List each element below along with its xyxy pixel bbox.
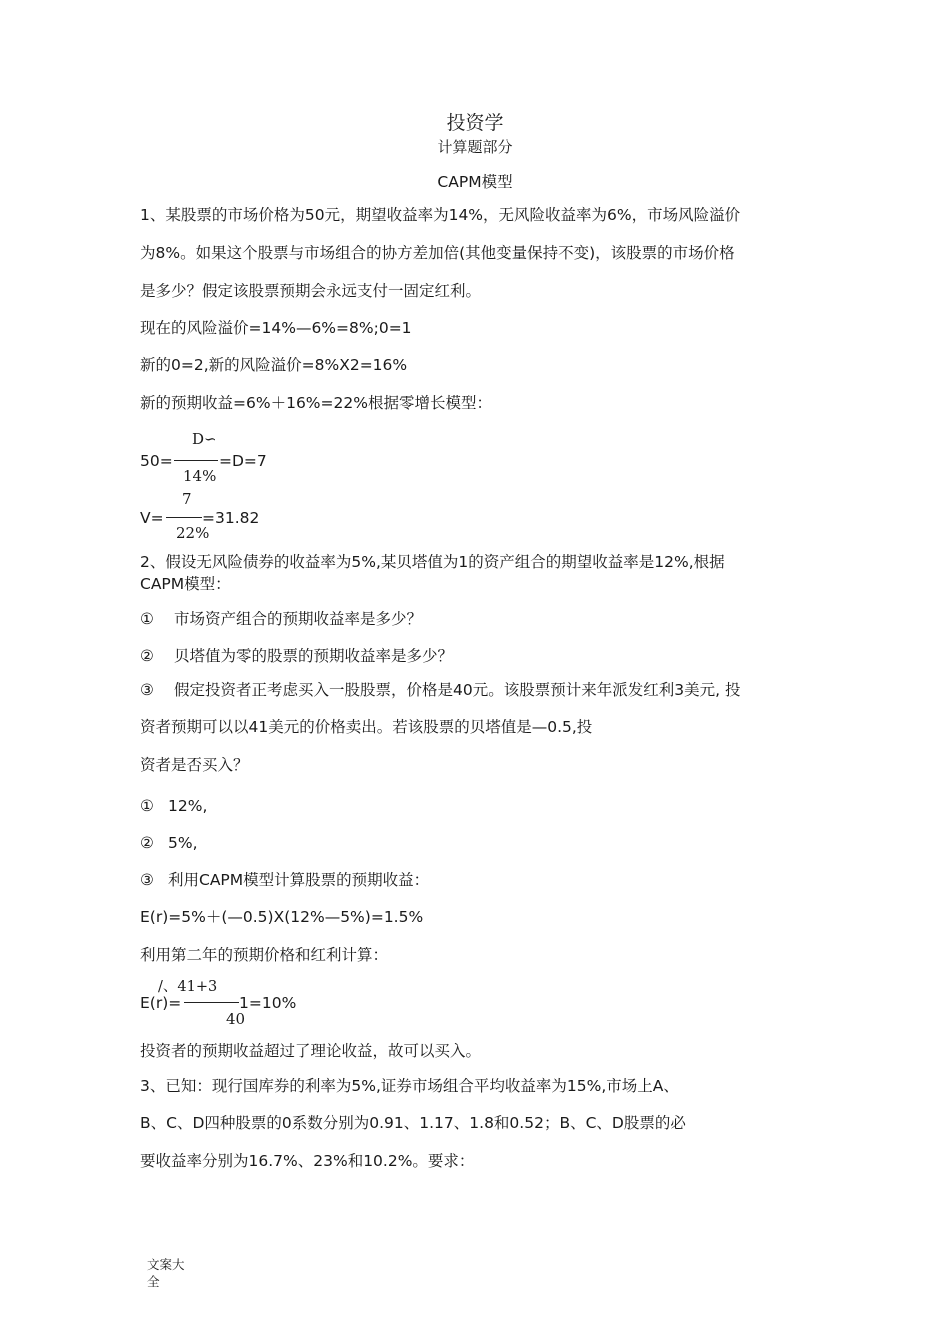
q2-answer-2 [140,833,198,853]
formula1-numerator: D∽ [192,430,217,448]
formula1-denominator: 14% [183,467,217,485]
formula1-left: 50= [140,452,173,470]
q2-item-3-cont-2: 资者是否买入？ [140,756,249,774]
q2-answer-3-marker: ③ [140,871,154,889]
q2-second-year-intro: 利用第二年的预期价格和红利计算： [140,946,389,964]
formula1-fraction-bar [174,460,218,461]
document-subtitle: 计算题部分 [437,138,513,156]
q2-answer-1-text: 12%, [168,797,208,815]
q1-answer-2: 新的0=2,新的风险溢价=8%X2=16% [140,356,408,374]
formula3-denominator: 40 [226,1010,246,1028]
q3-line-1: 3、已知：现行国库券的利率为5%,证券市场组合平均收益率为15%,市场上A、 [140,1077,679,1095]
q2-conclusion: 投资者的预期收益超过了理论收益，故可以买入。 [140,1042,482,1060]
q1-line-2: 为8%。如果这个股票与市场组合的协方差加倍(其他变量保持不变)，该股票的市场价格 [140,244,735,262]
formula3-numerator: /、41+3 [158,979,218,995]
q2-answer-2-text: 5%, [168,834,198,852]
q2-item-2-text: 贝塔值为零的股票的预期收益率是多少？ [174,647,454,665]
formula3-left: E(r)= [140,994,182,1012]
q2-item-3-marker: ③ [140,681,154,699]
q2-line-1: 2、假设无风险债券的收益率为5%,某贝塔值为1的资产组合的期望收益率是12%,根据 [140,553,725,571]
q2-item-3 [140,680,740,700]
formula3-fraction-bar [184,1002,239,1003]
footer-watermark-text: 文案大全 [147,1257,185,1289]
q3-line-3: 要收益率分别为16.7%、23%和10.2%。要求： [140,1152,475,1170]
document-title: 投资学 [446,112,504,134]
q1-line-3: 是多少？假定该股票预期会永远支付一固定红利。 [140,282,482,300]
q2-expected-return-capm: E(r)=5%＋(—0.5)X(12%—5%)=1.5% [140,908,424,926]
formula2-numerator: 7 [182,490,192,508]
q2-item-3-cont-1: 资者预期可以以41美元的价格卖出。若该股票的贝塔值是—0.5,投 [140,718,593,736]
formula1-right: =D=7 [219,452,267,470]
q2-line-2: CAPM模型： [140,575,231,593]
q1-line-1: 1、某股票的市场价格为50元，期望收益率为14%，无风险收益率为6%，市场风险溢价 [140,206,741,224]
q2-answer-3 [140,870,429,890]
formula2-fraction-bar [166,517,202,518]
q1-answer-1: 现在的风险溢价=14%—6%=8%;0=1 [140,319,412,337]
q1-answer-3: 新的预期收益=6%＋16%=22%根据零增长模型： [140,394,492,412]
q2-answer-2-marker: ② [140,834,154,852]
q2-answer-1 [140,796,207,816]
q2-answer-1-marker: ① [140,797,154,815]
q2-item-3-text: 假定投资者正考虑买入一股股票，价格是40元。该股票预计来年派发红利3美元, 投 [174,681,741,699]
q2-item-1-text: 市场资产组合的预期收益率是多少？ [174,610,423,628]
q2-answer-3-text: 利用CAPM模型计算股票的预期收益： [168,871,430,889]
q2-item-1 [140,609,422,629]
q2-item-2-marker: ② [140,647,154,665]
q3-line-2: B、C、D四种股票的0系数分别为0.91、1.17、1.8和0.52；B、C、D股票的必 [140,1114,686,1132]
q2-item-1-marker: ① [140,610,154,628]
formula2-right: =31.82 [202,509,260,527]
formula2-denominator: 22% [176,524,210,542]
section-heading: CAPM模型 [437,173,513,191]
q2-item-2 [140,646,453,666]
formula2-left: V= [140,509,164,527]
formula3-right: 1=10% [239,994,297,1012]
